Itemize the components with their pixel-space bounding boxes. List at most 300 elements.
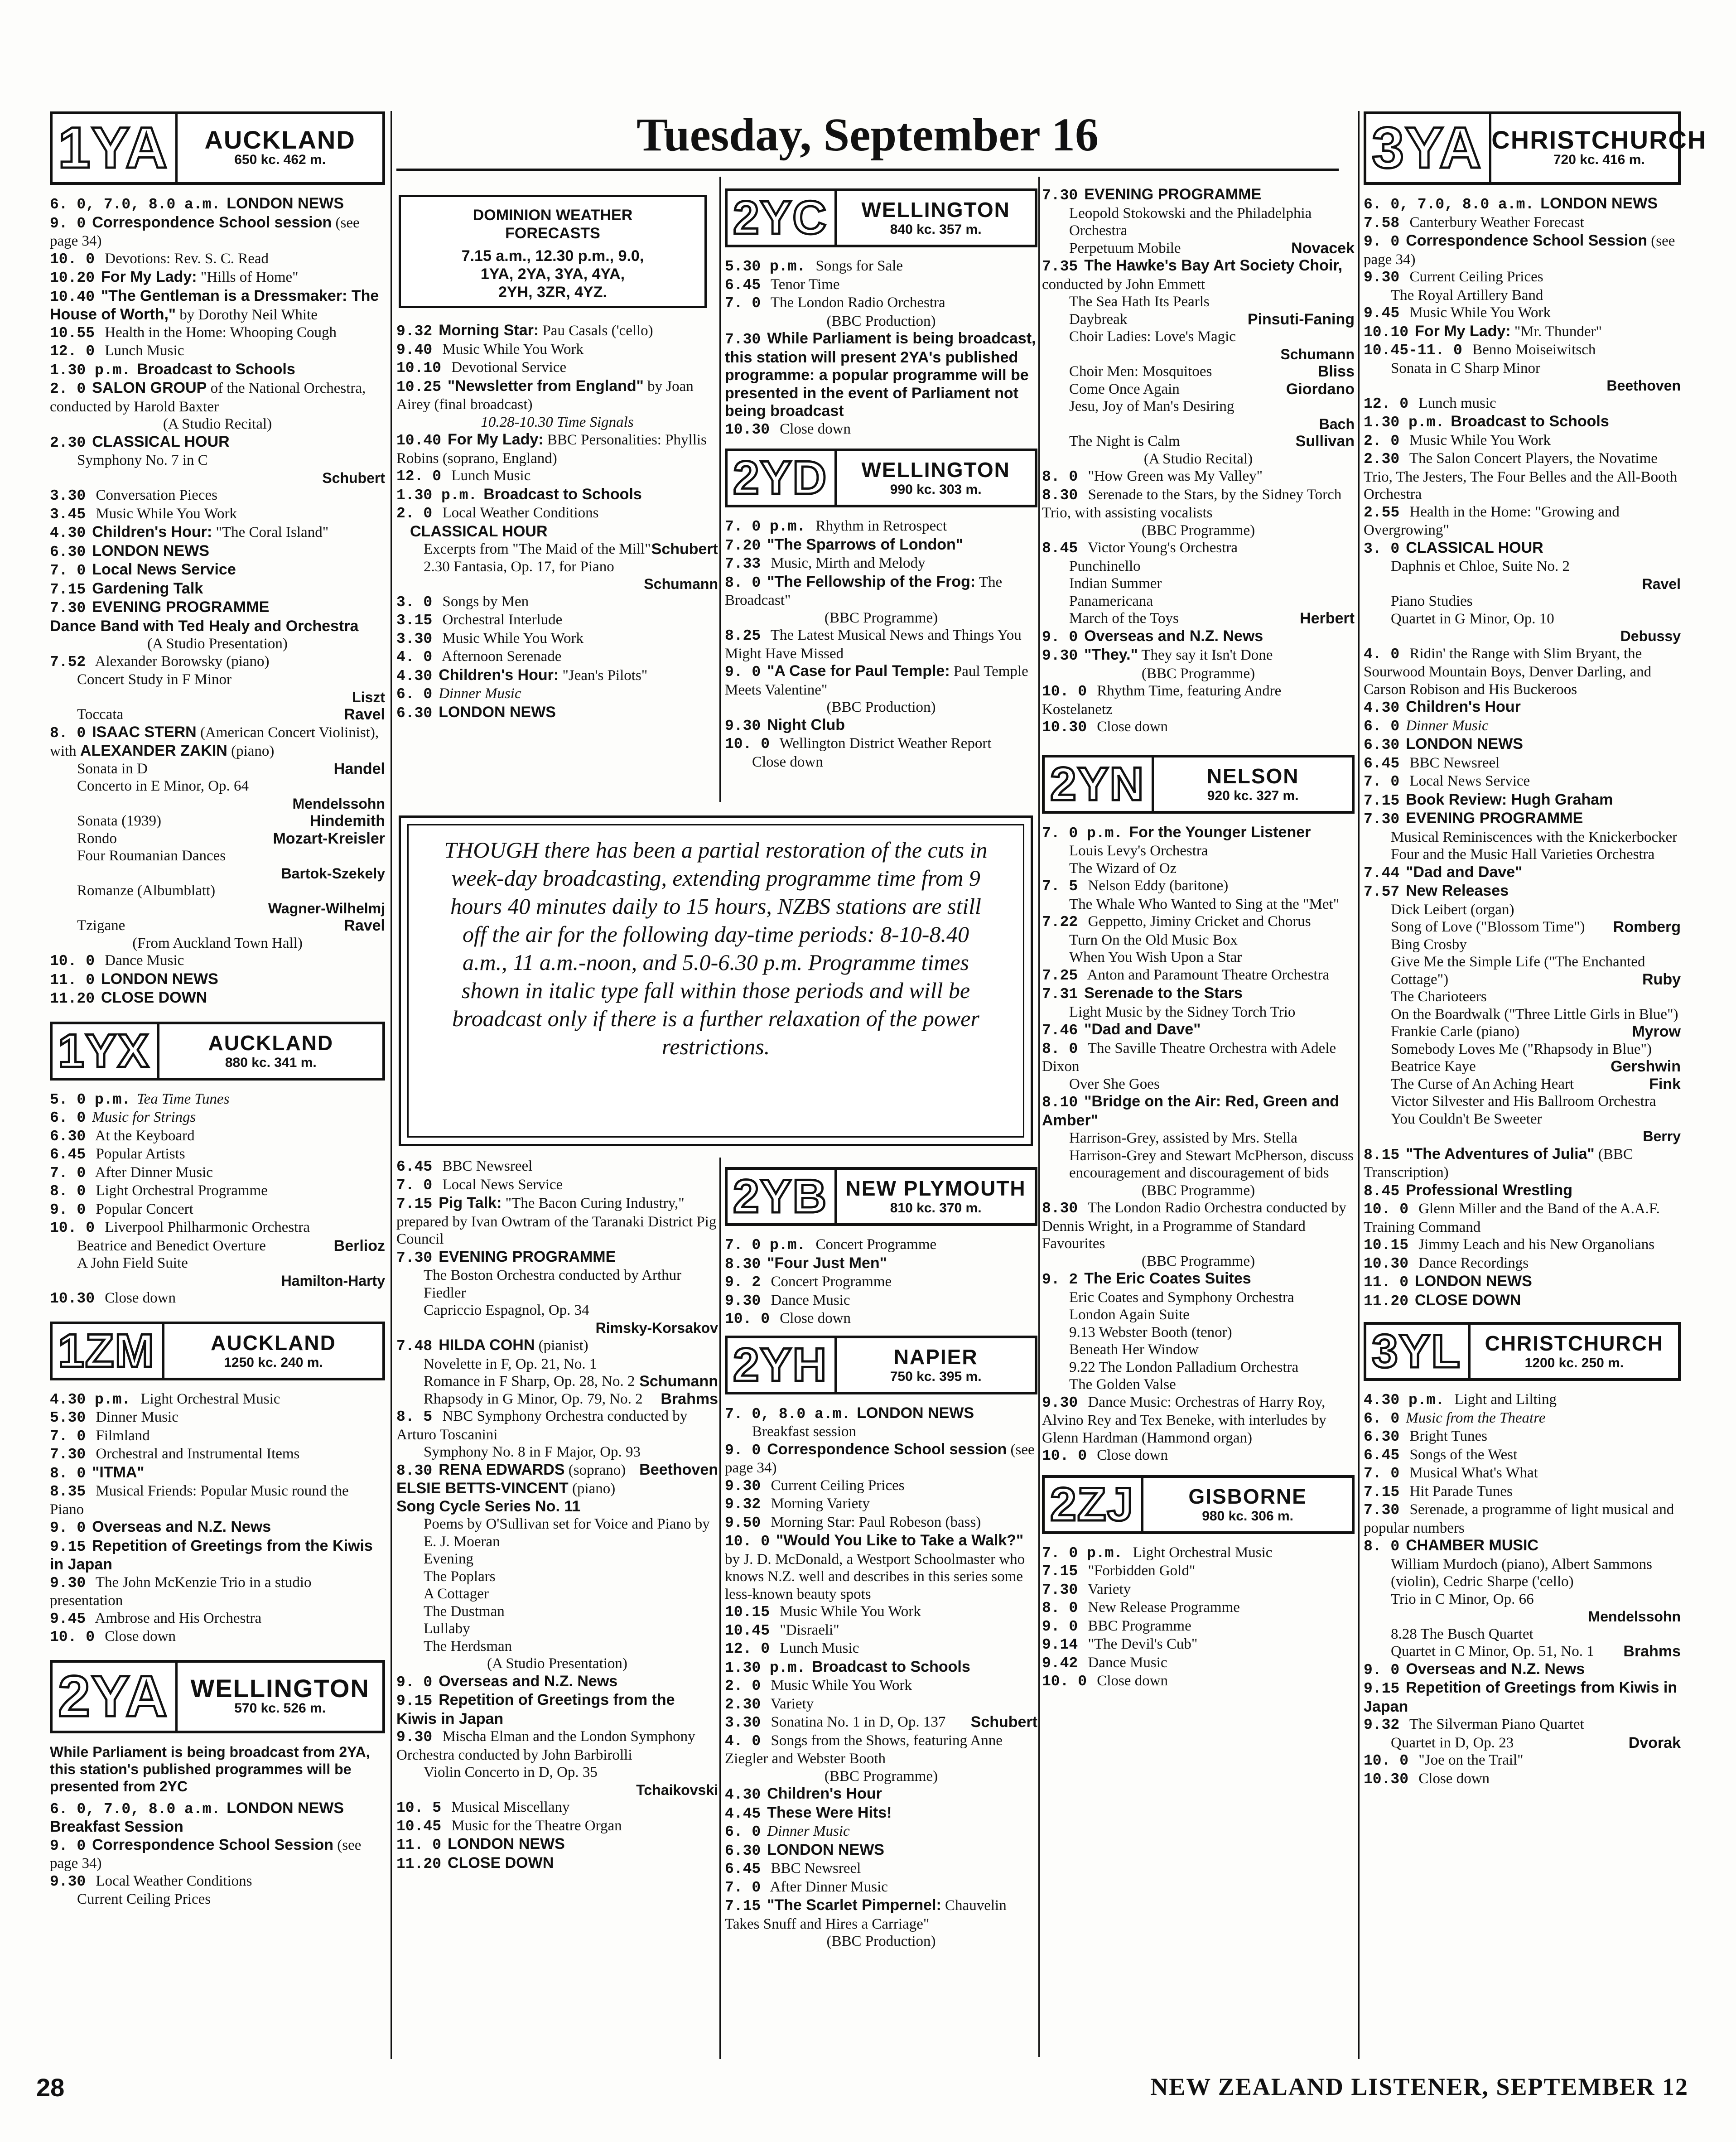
station-frequency: 1250 kc. 240 m.: [224, 1355, 323, 1370]
programme-entry: 8.25 The Latest Musical News and Things You Might Have Missed: [725, 627, 1022, 662]
station-city: NELSON: [1206, 764, 1299, 788]
programme-entry: 9.30 Local Weather Conditions: [50, 1872, 252, 1890]
programme-entry: 2. 0 Music While You Work: [725, 1677, 912, 1694]
programme-entry: 7. 0 Filmland: [50, 1427, 150, 1445]
programme-entry: 9.50 Morning Star: Paul Robeson (bass): [725, 1514, 981, 1531]
programme-list-2ya-evening: [396, 1158, 718, 1873]
programme-entry: 1.30 p.m. Broadcast to Schools: [1364, 413, 1609, 431]
programme-entry: 7.30 EVENING PROGRAMME: [396, 1248, 616, 1266]
programme-entry: 9. 2 Concert Programme: [725, 1274, 892, 1291]
programme-entry: Daphnis et Chloe, Suite No. 2 Ravel: [1391, 558, 1681, 592]
station-header-2zj: [1042, 1475, 1355, 1534]
programme-entry: 9. 0 Overseas and N.Z. News: [1042, 627, 1263, 646]
station-city: WELLINGTON: [190, 1674, 370, 1703]
programme-entry: 9.40 Music While You Work: [396, 341, 583, 358]
power-restriction-notice: [399, 815, 1033, 1146]
programme-entry: 7. 0 Musical What's What: [1364, 1465, 1538, 1482]
programme-entry: 6.30 LONDON NEWS: [1364, 735, 1523, 753]
programme-entry: 1.30 p.m. Broadcast to Schools: [396, 485, 642, 504]
programme-entry: 4.30 p.m. Light and Lilting: [1364, 1391, 1557, 1409]
top-rule: [396, 169, 1339, 171]
programme-entry: Excerpts from "The Maid of the Mill" Schubert: [424, 540, 718, 558]
station-header-2yn: [1042, 755, 1355, 814]
programme-entry: 10. 0 "Joe on the Trail": [1364, 1752, 1524, 1769]
programme-entry: 9.15 Repetition of Greetings from Kiwis in Japan: [1364, 1679, 1678, 1715]
programme-entry: Close down: [752, 753, 823, 770]
programme-entry: 9. 0 Overseas and N.Z. News: [1364, 1660, 1585, 1679]
programme-entry: Harrison-Grey, assisted by Mrs. Stella Harrison-Grey and Stewart McPherson, discuss encouragement and discouragement of bids: [1069, 1130, 1354, 1181]
programme-entry: 10. 0 Devotions: Rev. S. C. Read: [50, 250, 269, 268]
programme-entry: 9.42 Dance Music: [1042, 1654, 1167, 1672]
programme-entry: 9.30 Dance Music: [725, 1292, 850, 1309]
programme-entry: 10. 0 Close down: [1042, 1673, 1168, 1690]
column-1: [50, 104, 385, 1908]
programme-entry: (BBC Production): [826, 1933, 936, 1949]
programme-entry: 10.45 "Disraeli": [725, 1621, 839, 1639]
station-city: AUCKLAND: [211, 1331, 336, 1355]
weather-line-3: 2YH, 3ZR, 4YZ.: [498, 284, 607, 301]
programme-entry: Over She Goes: [1069, 1076, 1160, 1092]
programme-entry: Piano Studies: [1391, 593, 1473, 609]
programme-entry: 5.30 Dinner Music: [50, 1409, 178, 1426]
programme-entry: Concerto in E Minor, Op. 64 Mendelssohn: [77, 778, 385, 812]
programme-entry: 6. 0, 7.0, 8.0 a.m. LONDON NEWS: [50, 1799, 344, 1818]
programme-entry: Breakfast session: [752, 1423, 857, 1440]
programme-entry: 9.30 Night Club: [725, 716, 845, 734]
programme-entry: 3. 0 CLASSICAL HOUR: [1364, 539, 1543, 557]
programme-entry: 8.45 Victor Young's Orchestra: [1042, 540, 1238, 557]
programme-entry: 11. 0 LONDON NEWS: [50, 970, 218, 989]
programme-entry: Frankie Carle (piano): [1391, 1023, 1520, 1040]
programme-entry: 6. 0 Dinner Music: [1364, 717, 1489, 735]
programme-list-2yn: [1042, 824, 1355, 1465]
station-call-sign: 1YX: [53, 1024, 159, 1078]
programme-entry: When You Wish Upon a Star: [1069, 949, 1242, 965]
programme-entry: (A Studio Presentation): [487, 1655, 627, 1672]
programme-entry: 6. 0 Music from the Theatre: [1364, 1409, 1546, 1427]
programme-entry: 6.30 Bright Tunes: [1364, 1428, 1487, 1445]
programme-entry: 7.44 "Dad and Dave": [1364, 863, 1523, 882]
programme-entry: 11. 0 LONDON NEWS: [396, 1835, 565, 1853]
programme-entry: Song of Love ("Blossom Time") Romberg: [1391, 918, 1681, 936]
programme-entry: 7.15 Book Review: Hugh Graham: [1364, 791, 1613, 809]
programme-entry: Quartet in C Minor, Op. 51, No. 1 Brahms: [1391, 1643, 1681, 1660]
programme-entry: 6.45 BBC Newsreel: [396, 1158, 533, 1175]
programme-list-2ya-day: [396, 322, 718, 722]
programme-entry: Sonata in C Sharp Minor Beethoven: [1391, 360, 1681, 394]
programme-entry: 3.30 Music While You Work: [396, 630, 583, 647]
programme-entry: 10.45 Music for the Theatre Organ: [396, 1817, 622, 1835]
programme-entry: (A Studio Presentation): [147, 636, 288, 652]
programme-entry: Perpetuum Mobile Novacek: [1069, 239, 1355, 257]
programme-entry: Novelette in F, Op. 21, No. 1: [424, 1356, 597, 1372]
programme-list-2ya-morning: [50, 1799, 385, 1908]
programme-entry: 8.45 Professional Wrestling: [1364, 1181, 1573, 1200]
station-header-2yh: [725, 1336, 1037, 1394]
programme-entry: 10. 5 Musical Miscellany: [396, 1799, 570, 1816]
programme-entry: 12. 0 Lunch Music: [396, 468, 531, 485]
station-city: WELLINGTON: [861, 198, 1010, 222]
programme-entry: 7.48 HILDA COHN (pianist): [396, 1336, 588, 1355]
programme-entry: CLASSICAL HOUR: [410, 522, 548, 540]
programme-entry: 12. 0 Lunch music: [1364, 395, 1496, 412]
station-city: CHRISTCHURCH: [1485, 1332, 1664, 1355]
programme-entry: 9.32 Morning Star: Pau Casals ('cello): [396, 322, 653, 340]
programme-entry: Rondo Mozart-Kreisler: [77, 830, 385, 847]
programme-entry: On the Boardwalk ("Three Little Girls in Blue") Myrow: [1391, 1006, 1681, 1040]
notice-text: THOUGH there has been a partial restoration of the cuts in week-day broadcasting, extending programme time from 9 hours 40 minutes daily to 15 hours, NZBS stations are still off the air for the following day-time periods: 8-10-8.40 a.m., 11 a.m.-noon, and 5.0-6.30 p.m. Programme times shown in italic type fall within those periods and will be broadcast only if there is a further relaxation of the power restrictions.: [444, 837, 988, 1059]
programme-entry: 9.45 Music While You Work: [1364, 304, 1551, 322]
programme-entry: ELSIE BETTS-VINCENT (piano): [396, 1480, 616, 1497]
programme-entry: The Golden Valse: [1069, 1376, 1176, 1393]
programme-entry: 2.30 The Salon Concert Players, the Novatime Trio, The Jesters, The Four Belles and the All-Booth Orchestra: [1364, 450, 1678, 502]
programme-entry: 7. 0 After Dinner Music: [725, 1878, 888, 1896]
programme-list-1zm: [50, 1390, 385, 1646]
programme-entry: 9. 0 "A Case for Paul Temple: Paul Temple Meets Valentine": [725, 662, 1028, 698]
programme-entry: 10.25 "Newsletter from England" by Joan Airey (final broadcast): [396, 377, 694, 413]
programme-entry: 8. 0 CHAMBER MUSIC: [1364, 1537, 1538, 1555]
programme-entry: (BBC Production): [826, 699, 936, 715]
programme-entry: Song Cycle Series No. 11: [396, 1497, 581, 1515]
station-city: NEW PLYMOUTH: [845, 1177, 1026, 1200]
programme-entry: 10.55 Health in the Home: Whooping Cough: [50, 324, 337, 342]
programme-entry: 8. 0 "The Fellowship of the Frog: The Broadcast": [725, 573, 1003, 608]
programme-entry: 8.10 "Bridge on the Air: Red, Green and Amber": [1042, 1093, 1339, 1129]
programme-entry: 7.30 EVENING PROGRAMME: [1042, 186, 1262, 204]
programme-entry: 7.46 "Dad and Dave": [1042, 1021, 1201, 1039]
programme-entry: 10.30 Close down: [50, 1290, 176, 1307]
programme-entry: 7. 0 p.m. Rhythm in Retrospect: [725, 518, 947, 535]
station-header-3ya: [1364, 111, 1707, 185]
programme-entry: 9. 0 Overseas and N.Z. News: [396, 1672, 618, 1691]
programme-entry: Quartet in G Minor, Op. 10 Debussy: [1391, 610, 1681, 644]
programme-entry: 8. 0 "How Green was My Valley": [1042, 468, 1263, 485]
programme-entry: The Boston Orchestra conducted by Arthur Fiedler: [424, 1267, 682, 1301]
programme-entry: Beneath Her Window: [1069, 1341, 1199, 1358]
programme-entry: (BBC Production): [826, 313, 936, 329]
programme-entry: 7.35 The Hawke's Bay Art Society Choir, conducted by John Emmett: [1042, 257, 1343, 293]
programme-entry: Victor Silvester and His Ballroom Orchestra: [1391, 1093, 1656, 1110]
programme-entry: 6.45 Popular Artists: [50, 1146, 185, 1163]
programme-entry: The Dustman: [424, 1603, 505, 1620]
column-3: [725, 181, 1037, 771]
programme-list-2yh: [725, 1404, 1037, 1950]
programme-entry: A Cottager: [424, 1586, 489, 1602]
programme-entry: 12. 0 Lunch Music: [50, 343, 184, 360]
programme-entry: Romanze (Albumblatt) Wagner-Wilhelmj: [77, 883, 385, 917]
station-header-2ya: [50, 1660, 385, 1733]
programme-entry: 9. 0 BBC Programme: [1042, 1617, 1191, 1635]
programme-entry: A John Field Suite Hamilton-Harty: [77, 1255, 385, 1289]
programme-entry: 3.30 Sonatina No. 1 in D, Op. 137 Schubert: [725, 1713, 1037, 1731]
programme-entry: Somebody Loves Me ("Rhapsody in Blue") Gershwin: [1391, 1041, 1681, 1075]
programme-entry: 1.30 p.m. Broadcast to Schools: [725, 1658, 970, 1676]
programme-entry: 3.15 Orchestral Interlude: [396, 612, 563, 629]
programme-entry: 7.30 While Parliament is being broadcast, this station will present 2YA's published programme: a popular programme will be presented in the event of Parliament not being broadcast: [725, 330, 1036, 420]
station-call-sign: 2YN: [1045, 757, 1154, 811]
programme-entry: Four Roumanian Dances Bartok-Szekely: [77, 848, 385, 882]
programme-entry: 7. 0 Local News Service: [1364, 773, 1530, 790]
station-city: GISBORNE: [1188, 1484, 1307, 1508]
programme-entry: Symphony No. 8 in F Major, Op. 93 Beethoven: [424, 1444, 718, 1478]
programme-entry: 9. 0 Popular Concert: [50, 1201, 193, 1218]
programme-entry: 7.30 EVENING PROGRAMME: [50, 598, 270, 617]
programme-entry: 7.30 Serenade, a programme of light musical and popular numbers: [1364, 1501, 1674, 1536]
programme-entry: Current Ceiling Prices: [77, 1891, 211, 1907]
programme-entry: 1.30 p.m. Broadcast to Schools: [50, 360, 295, 379]
programme-entry: Trio in C Minor, Op. 66 Mendelssohn: [1391, 1591, 1681, 1625]
programme-list-3yl: [1364, 1391, 1681, 1788]
programme-entry: 9.13 Webster Booth (tenor): [1069, 1324, 1232, 1341]
programme-entry: 7. 0 p.m. Concert Programme: [725, 1236, 937, 1254]
programme-list-2zj: [1042, 1544, 1355, 1691]
programme-entry: 11.20 CLOSE DOWN: [1364, 1291, 1521, 1310]
programme-entry: 11.20 CLOSE DOWN: [396, 1854, 554, 1872]
programme-entry: Lullaby: [424, 1621, 470, 1637]
weather-forecast-box: [399, 195, 707, 308]
programme-entry: 12. 0 Lunch Music: [725, 1640, 859, 1657]
programme-entry: Sonata (1939) Hindemith: [77, 812, 385, 830]
station-call-sign: 3YL: [1366, 1325, 1471, 1378]
programme-entry: 7.22 Geppetto, Jiminy Cricket and Chorus: [1042, 913, 1311, 931]
programme-list-1yx: [50, 1090, 385, 1308]
programme-entry: 8. 0 The Saville Theatre Orchestra with Adele Dixon: [1042, 1040, 1336, 1075]
programme-entry: (A Studio Recital): [1143, 450, 1253, 467]
programme-entry: 7. 0 Local News Service: [396, 1176, 563, 1194]
station-header-1zm: [50, 1322, 385, 1380]
programme-entry: 2.30 Variety: [725, 1695, 814, 1713]
programme-entry: 7.52 Alexander Borowsky (piano): [50, 653, 270, 671]
programme-entry: Musical Reminiscences with the Knickerbocker Four and the Music Hall Varieties Orchestra: [1391, 829, 1678, 863]
programme-entry: 6.30 LONDON NEWS: [396, 703, 556, 722]
station-call-sign: 1YA: [53, 114, 178, 182]
station-frequency: 810 kc. 370 m.: [890, 1201, 982, 1216]
programme-entry: 7.30 Orchestral and Instrumental Items: [50, 1446, 300, 1463]
programme-entry: (A Studio Recital): [163, 416, 272, 432]
programme-entry: 4.30 p.m. Light Orchestral Music: [50, 1390, 280, 1408]
programme-entry: The Night is Calm Sullivan: [1069, 433, 1355, 450]
column-rule-5: [719, 1158, 721, 2059]
programme-entry: 10.30 Close down: [725, 420, 851, 438]
programme-entry: 9. 2 The Eric Coates Suites: [1042, 1270, 1251, 1288]
programme-list-2yh-evening: [1042, 186, 1355, 737]
parliament-note-2ya: While Parliament is being broadcast from 2YA, this station's published programmes will be presented from 2YC: [50, 1743, 370, 1795]
programme-entry: 6. 0 Dinner Music: [725, 1823, 850, 1840]
programme-entry: Jesu, Joy of Man's Desiring Bach: [1069, 398, 1355, 432]
programme-entry: 7.58 Canterbury Weather Forecast: [1364, 214, 1584, 232]
programme-entry: 10.15 Jimmy Leach and his New Organolians: [1364, 1236, 1655, 1254]
programme-entry: The Sea Hath Its Pearls: [1069, 294, 1210, 310]
weather-heading-1: DOMINION WEATHER: [473, 207, 633, 224]
programme-entry: 10. 0 "Would You Like to Take a Walk?" by J. D. McDonald, a Westport Schoolmaster who knows N.Z. well and describes in this series some less-known beauty spots: [725, 1532, 1025, 1602]
station-frequency: 750 kc. 395 m.: [890, 1369, 982, 1384]
station-header-2yd: [725, 449, 1037, 507]
programme-entry: The Wizard of Oz: [1069, 860, 1177, 877]
programme-entry: 7.15 Gardening Talk: [50, 579, 203, 598]
programme-entry: 8.30 "Four Just Men": [725, 1254, 887, 1273]
station-frequency: 980 kc. 306 m.: [1202, 1508, 1294, 1524]
programme-entry: Come Once Again Giordano: [1069, 380, 1355, 398]
programme-entry: 10.30 Close down: [1042, 719, 1168, 736]
programme-entry: 2. 0 SALON GROUP of the National Orchestra, conducted by Harold Baxter: [50, 379, 366, 415]
programme-entry: Toccata Ravel: [77, 706, 385, 723]
programme-list-3ya: [1364, 195, 1681, 1310]
programme-entry: 10. 0 Dance Music: [50, 952, 184, 970]
programme-entry: Beatrice and Benedict Overture Berlioz: [77, 1237, 385, 1254]
programme-entry: (BBC Programme): [824, 609, 938, 626]
station-call-sign: 2YB: [728, 1170, 837, 1223]
station-frequency: 990 kc. 303 m.: [890, 482, 982, 497]
programme-entry: 2.30 Fantasia, Op. 17, for Piano Schumann: [424, 558, 718, 592]
programme-entry: 6. 0 Dinner Music: [396, 685, 521, 703]
station-city: CHRISTCHURCH: [1491, 125, 1707, 154]
programme-entry: 10.28-10.30 Time Signals: [481, 414, 634, 430]
programme-entry: 2.55 Health in the Home: "Growing and Overgrowing": [1364, 503, 1620, 538]
programme-entry: Poems by O'Sullivan set for Voice and Piano by E. J. Moeran: [424, 1516, 710, 1550]
programme-entry: You Couldn't Be Sweeter Berry: [1391, 1110, 1681, 1144]
programme-entry: 9.30 "They." They say it Isn't Done: [1042, 646, 1273, 664]
weather-heading-2: FORECASTS: [505, 225, 600, 242]
column-2-evening: [396, 1158, 718, 1873]
programme-entry: 11.20 CLOSE DOWN: [50, 989, 207, 1007]
programme-entry: 6.45 BBC Newsreel: [725, 1860, 861, 1877]
station-city: AUCKLAND: [208, 1031, 334, 1055]
programme-entry: Punchinello: [1069, 558, 1141, 574]
programme-list-2yc: [725, 257, 1037, 439]
programme-entry: 9.30 Mischa Elman and the London Symphony Orchestra conducted by John Barbirolli: [396, 1728, 695, 1763]
station-frequency: 720 kc. 416 m.: [1553, 152, 1645, 167]
programme-entry: 8. 0 ISAAC STERN (American Concert Violinist), with ALEXANDER ZAKIN (piano): [50, 723, 379, 759]
publication-footer: NEW ZEALAND LISTENER, SEPTEMBER 12: [1150, 2073, 1688, 2100]
programme-entry: Leopold Stokowski and the Philadelphia Orchestra: [1069, 205, 1312, 239]
programme-entry: 7.30 Variety: [1042, 1581, 1131, 1598]
programme-entry: Give Me the Simple Life ("The Enchanted Cottage") Ruby: [1391, 954, 1681, 988]
programme-entry: 10. 0 Rhythm Time, featuring Andre Kostelanetz: [1042, 683, 1282, 718]
programme-entry: 4.30 Children's Hour: [1364, 698, 1521, 716]
programme-entry: 8.30 The London Radio Orchestra conducted by Dennis Wright, in a Programme of Standard Favourites: [1042, 1200, 1346, 1252]
station-call-sign: 2YC: [728, 191, 837, 245]
programme-entry: Quartet in D, Op. 23 Dvorak: [1391, 1734, 1681, 1751]
programme-entry: (From Auckland Town Hall): [132, 935, 303, 951]
programme-entry: 6.30 LONDON NEWS: [725, 1841, 884, 1859]
programme-entry: 6.30 At the Keyboard: [50, 1127, 195, 1145]
programme-entry: 10.10 For My Lady: "Mr. Thunder": [1364, 322, 1602, 341]
programme-entry: 10.30 Dance Recordings: [1364, 1254, 1529, 1272]
station-frequency: 1200 kc. 250 m.: [1524, 1356, 1624, 1370]
programme-entry: 4.45 These Were Hits!: [725, 1804, 892, 1822]
programme-entry: 10.10 Devotional Service: [396, 359, 567, 376]
programme-list-1ya: [50, 195, 385, 1008]
programme-entry: 7.15 Hit Parade Tunes: [1364, 1483, 1513, 1500]
programme-entry: 8. 0 "ITMA": [50, 1463, 145, 1482]
programme-entry: 9.45 Ambrose and His Orchestra: [50, 1610, 262, 1627]
programme-entry: Evening: [424, 1551, 473, 1567]
programme-entry: 7.25 Anton and Paramount Theatre Orchestra: [1042, 966, 1330, 984]
programme-entry: 7.33 Music, Mirth and Melody: [725, 555, 926, 572]
programme-entry: 10. 0 Close down: [50, 1628, 176, 1645]
column-rule-2: [719, 177, 721, 802]
programme-entry: The Herdsman: [424, 1638, 512, 1655]
programme-entry: Louis Levy's Orchestra: [1069, 843, 1208, 859]
programme-entry: 9. 0 Correspondence School session (see page 34): [725, 1440, 1035, 1476]
programme-entry: 10. 0 Wellington District Weather Report: [725, 735, 992, 753]
programme-entry: William Murdoch (piano), Albert Sammons (violin), Cedric Sharpe ('cello): [1391, 1556, 1653, 1590]
programme-entry: Breakfast Session: [50, 1818, 183, 1835]
programme-entry: 8. 5 NBC Symphony Orchestra conducted by Arturo Toscanini: [396, 1408, 688, 1443]
programme-entry: 9. 0 Correspondence School Session (see page 34): [1364, 232, 1675, 268]
programme-entry: 6. 0, 7.0, 8.0 a.m. LONDON NEWS: [50, 195, 344, 213]
station-frequency: 920 kc. 327 m.: [1207, 788, 1299, 803]
programme-entry: 3.30 Conversation Pieces: [50, 487, 217, 504]
programme-entry: 6.45 Tenor Time: [725, 276, 840, 294]
station-header-2yc: [725, 188, 1037, 247]
column-rule-4: [1358, 111, 1360, 2059]
programme-entry: 6.45 BBC Newsreel: [1364, 754, 1500, 772]
programme-entry: 3.45 Music While You Work: [50, 505, 237, 523]
programme-entry: Tzigane Ravel: [77, 917, 385, 934]
programme-entry: 5. 0 p.m. Tea Time Tunes: [50, 1090, 230, 1108]
programme-entry: March of the Toys Herbert: [1069, 610, 1355, 627]
programme-entry: 4. 0 Ridin' the Range with Slim Bryant, the Sourwood Mountain Boys, Denver Darling, and Carson Robison and His Buckeroos: [1364, 645, 1652, 698]
page-number: 28: [36, 2073, 65, 2102]
programme-entry: 7. 0, 8.0 a.m. LONDON NEWS: [725, 1404, 974, 1423]
programme-entry: (BBC Programme): [824, 1768, 938, 1785]
programme-entry: 8.30 RENA EDWARDS (soprano): [396, 1461, 626, 1479]
programme-entry: Violin Concerto in D, Op. 35 Tchaikovski: [424, 1764, 718, 1798]
column-3-lower: [725, 1160, 1037, 1950]
programme-entry: 9.22 The London Palladium Orchestra: [1069, 1359, 1299, 1375]
column-rule-3: [1038, 177, 1040, 2057]
programme-list-2yb: [725, 1236, 1037, 1328]
programme-entry: Sonata in D Handel: [77, 760, 385, 777]
programme-entry: Beatrice Kaye: [1391, 1058, 1476, 1075]
programme-entry: 7. 0 p.m. Light Orchestral Music: [1042, 1544, 1273, 1562]
programme-entry: The Whale Who Wanted to Sing at the "Met": [1069, 896, 1340, 912]
programme-entry: 8.35 Musical Friends: Popular Music round the Piano: [50, 1483, 349, 1518]
station-call-sign: 1ZM: [53, 1324, 164, 1378]
programme-entry: 10. 0 Close down: [725, 1310, 851, 1327]
programme-entry: Symphony No. 7 in C Schubert: [77, 452, 385, 486]
programme-entry: Concert Study in F Minor Liszt: [77, 671, 385, 705]
programme-entry: Turn On the Old Music Box: [1069, 931, 1238, 948]
programme-entry: Daybreak Pinsuti-Faning: [1069, 310, 1355, 328]
station-call-sign: 3YA: [1366, 114, 1491, 182]
programme-entry: (BBC Programme): [1141, 665, 1255, 682]
programme-entry: 10. 0 Glenn Miller and the Band of the A.A.F. Training Command: [1364, 1201, 1660, 1235]
programme-entry: (BBC Programme): [1141, 522, 1255, 539]
programme-entry: 10. 0 Liverpool Philharmonic Orchestra: [50, 1219, 310, 1236]
programme-entry: 11. 0 LONDON NEWS: [1364, 1273, 1532, 1291]
page-title: Tuesday, September 16: [637, 109, 1099, 161]
programme-entry: 7.57 New Releases: [1364, 882, 1509, 900]
programme-list-2yd: [725, 517, 1037, 771]
programme-entry: 10.15 Music While You Work: [725, 1603, 921, 1621]
programme-entry: Light Music by the Sidney Torch Trio: [1069, 1003, 1296, 1020]
programme-entry: 7.20 "The Sparrows of London": [725, 536, 963, 554]
programme-entry: London Again Suite: [1069, 1307, 1190, 1323]
programme-entry: 7.31 Serenade to the Stars: [1042, 984, 1243, 1003]
programme-entry: 5.30 p.m. Songs for Sale: [725, 258, 903, 275]
station-frequency: 880 kc. 341 m.: [225, 1055, 317, 1070]
programme-entry: Indian Summer: [1069, 575, 1162, 592]
programme-entry: 2. 0 Local Weather Conditions: [396, 505, 599, 522]
programme-entry: The Charioteers: [1391, 989, 1487, 1005]
programme-entry: 9.30 Current Ceiling Prices: [1364, 269, 1543, 286]
programme-entry: Panamericana: [1069, 593, 1153, 609]
programme-entry: 7.15 Pig Talk: "The Bacon Curing Industry," prepared by Ivan Owtram of the Taranaki District Pig Council: [396, 1194, 717, 1247]
programme-entry: (BBC Programme): [1141, 1182, 1255, 1199]
programme-entry: 4.30 Children's Hour: "Jean's Pilots": [396, 666, 648, 685]
